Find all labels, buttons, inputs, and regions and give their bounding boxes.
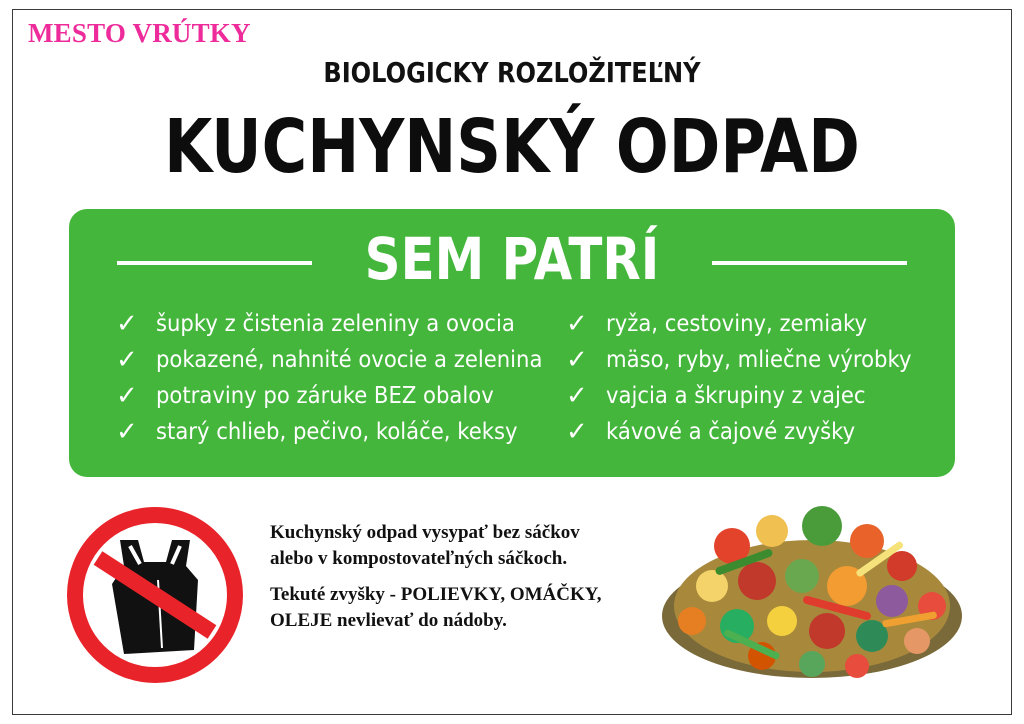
no-plastic-bag-icon xyxy=(60,500,250,690)
note-bags: Kuchynský odpad vysypať bez sáčkov alebo v kompostovateľných sáčkoch. xyxy=(270,522,580,569)
check-icon: ✓ xyxy=(116,309,138,339)
list-item: ✓ pokazené, nahnité ovocie a zelenina xyxy=(116,342,576,378)
allowed-list-right xyxy=(566,306,938,450)
poster-subtitle: BIOLOGICKY ROZLOŽITEĽNÝ xyxy=(323,56,701,89)
list-item: ✓ mäso, ryby, mliečne výrobky xyxy=(566,342,938,378)
panel-heading: SEM PATRÍ xyxy=(364,225,660,293)
check-icon: ✓ xyxy=(116,417,138,447)
check-icon: ✓ xyxy=(566,345,588,375)
poster-title: KUCHYNSKÝ ODPAD xyxy=(164,104,860,190)
check-icon: ✓ xyxy=(116,345,138,375)
allowed-list-left xyxy=(116,306,576,450)
disposal-notes xyxy=(270,520,602,644)
list-item: ✓ vajcia a škrupiny z vajec xyxy=(566,378,938,414)
list-item: ✓ potraviny po záruke BEZ obalov xyxy=(116,378,576,414)
check-icon: ✓ xyxy=(566,417,588,447)
food-waste-pile-image xyxy=(652,486,972,691)
city-name: MESTO VRÚTKY xyxy=(28,18,251,48)
list-item: ✓ ryža, cestoviny, zemiaky xyxy=(566,306,938,342)
list-item: ✓ kávové a čajové zvyšky xyxy=(566,414,938,450)
note-liquids: Tekuté zvyšky - POLIEVKY, OMÁČKY, OLEJE nevlievať do nádoby. xyxy=(270,584,602,631)
check-icon: ✓ xyxy=(116,381,138,411)
list-item: ✓ šupky z čistenia zeleniny a ovocia xyxy=(116,306,576,342)
check-icon: ✓ xyxy=(566,381,588,411)
list-item: ✓ starý chlieb, pečivo, koláče, keksy xyxy=(116,414,576,450)
check-icon: ✓ xyxy=(566,309,588,339)
allowed-items-panel xyxy=(69,209,955,477)
